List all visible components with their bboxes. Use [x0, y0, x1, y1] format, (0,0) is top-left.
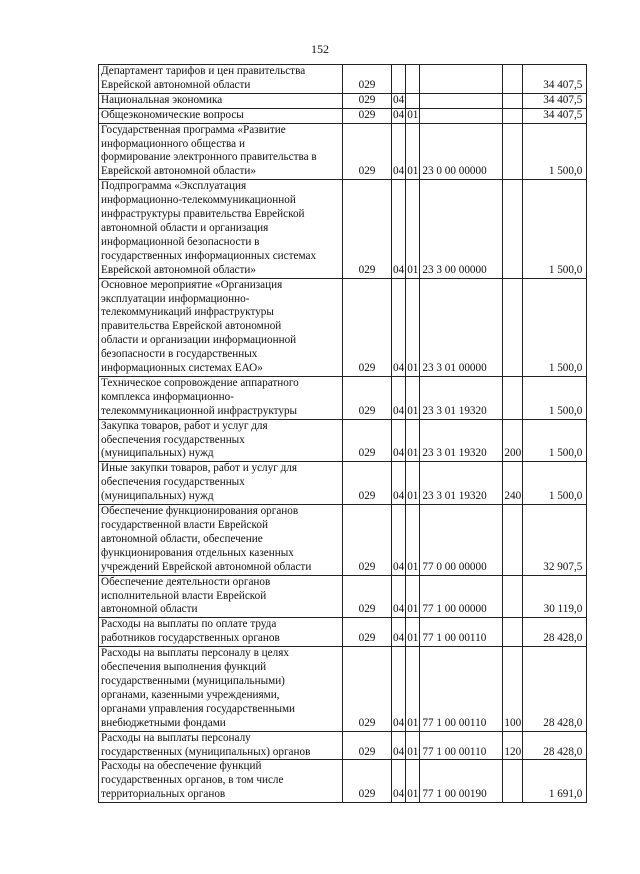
target-article-cell — [420, 93, 503, 108]
admin-code-cell: 029 — [343, 65, 392, 94]
amount-cell: 1 691,0 — [523, 760, 587, 803]
row-name-line: территориальных органов — [101, 788, 226, 801]
row-name-line: Техническое сопровождение аппаратного — [101, 376, 299, 389]
subsection-code-cell: 01 — [406, 419, 420, 462]
table-row — [99, 376, 587, 419]
budget-table — [98, 64, 587, 803]
expense-type-cell: 240 — [503, 462, 523, 505]
subsection-code-cell: 01 — [406, 180, 420, 278]
row-name-line: исполнительной власти Еврейской — [101, 589, 267, 602]
table-row — [99, 65, 587, 94]
subsection-code-cell: 01 — [406, 376, 420, 419]
row-name-cell — [99, 93, 343, 108]
row-name-cell — [99, 65, 343, 94]
row-name-line: автономной области — [101, 603, 198, 616]
target-article-cell: 77 1 00 00190 — [420, 760, 503, 803]
section-code-cell: 04 — [392, 575, 406, 618]
row-name-line: Расходы на выплаты по оплате труда — [101, 618, 277, 631]
row-name-line: Обеспечение функционирования органов — [101, 505, 299, 518]
row-name-line: комплекса информационно- — [101, 390, 234, 403]
subsection-code-cell: 01 — [406, 462, 420, 505]
table-row — [99, 180, 587, 278]
table-row — [99, 108, 587, 123]
expense-type-cell: 200 — [503, 419, 523, 462]
row-name-line: Департамент тарифов и цен правительства — [101, 65, 306, 77]
expense-type-cell: 100 — [503, 647, 523, 731]
expense-type-cell — [503, 760, 523, 803]
row-name-line: внебюджетными фондами — [101, 716, 226, 729]
row-name-cell — [99, 419, 343, 462]
expense-type-cell — [503, 278, 523, 376]
row-name-line: государственных информационных системах — [101, 249, 317, 262]
row-name-line: информационного общества и — [101, 137, 245, 150]
row-name-line: автономной области, обеспечение — [101, 532, 263, 545]
section-code-cell: 04 — [392, 376, 406, 419]
amount-cell: 32 907,5 — [523, 505, 587, 576]
section-code-cell: 04 — [392, 108, 406, 123]
row-name-line: инфраструктуры правительства Еврейской — [101, 208, 305, 221]
admin-code-cell: 029 — [343, 108, 392, 123]
row-name-line: обеспечения выполнения функций — [101, 661, 267, 674]
table-row — [99, 647, 587, 731]
table-row — [99, 505, 587, 576]
row-name-line: безопасности в государственных — [101, 348, 258, 361]
row-name-line: работников государственных органов — [101, 632, 280, 645]
page-number: 152 — [311, 42, 329, 56]
row-name-cell — [99, 760, 343, 803]
row-name-line: Подпрограмма «Эксплуатация — [101, 180, 247, 193]
amount-cell: 34 407,5 — [523, 93, 587, 108]
row-name-line: Еврейской автономной области» — [101, 263, 256, 276]
table-row — [99, 731, 587, 760]
amount-cell: 1 500,0 — [523, 462, 587, 505]
section-code-cell: 04 — [392, 419, 406, 462]
admin-code-cell: 029 — [343, 618, 392, 647]
admin-code-cell: 029 — [343, 93, 392, 108]
section-code-cell: 04 — [392, 505, 406, 576]
section-code-cell: 04 — [392, 180, 406, 278]
row-name-line: Общеэкономические вопросы — [101, 108, 244, 121]
subsection-code-cell — [406, 93, 420, 108]
row-name-line: телекоммуникационной инфраструктуры — [101, 404, 298, 417]
admin-code-cell: 029 — [343, 731, 392, 760]
amount-cell: 28 428,0 — [523, 731, 587, 760]
row-name-line: автономной области и организация — [101, 221, 269, 234]
row-name-line: Расходы на выплаты персоналу — [101, 731, 251, 744]
admin-code-cell: 029 — [343, 376, 392, 419]
table-row — [99, 618, 587, 647]
subsection-code-cell: 01 — [406, 108, 420, 123]
row-name-line: государственными (муниципальными) — [101, 674, 285, 687]
subsection-code-cell: 01 — [406, 505, 420, 576]
row-name-line: правительства Еврейской автономной — [101, 320, 282, 333]
amount-cell: 1 500,0 — [523, 180, 587, 278]
expense-type-cell — [503, 93, 523, 108]
section-code-cell: 04 — [392, 647, 406, 731]
table-row — [99, 419, 587, 462]
row-name-line: Еврейской автономной области» — [101, 165, 256, 178]
subsection-code-cell — [406, 65, 420, 94]
row-name-line: обеспечения государственных — [101, 433, 245, 446]
admin-code-cell: 029 — [343, 180, 392, 278]
section-code-cell — [392, 65, 406, 94]
row-name-cell — [99, 278, 343, 376]
expense-type-cell — [503, 180, 523, 278]
table-row — [99, 123, 587, 180]
target-article-cell: 77 1 00 00110 — [420, 618, 503, 647]
admin-code-cell: 029 — [343, 505, 392, 576]
row-name-line: государственной власти Еврейской — [101, 519, 268, 531]
row-name-line: государственных (муниципальных) органов — [101, 745, 311, 758]
row-name-line: эксплуатации информационно- — [101, 292, 250, 305]
row-name-cell — [99, 123, 343, 180]
row-name-cell — [99, 376, 343, 419]
target-article-cell: 77 0 00 00000 — [420, 505, 503, 576]
amount-cell: 1 500,0 — [523, 123, 587, 180]
target-article-cell: 77 1 00 00110 — [420, 731, 503, 760]
table-row — [99, 575, 587, 618]
subsection-code-cell: 01 — [406, 123, 420, 180]
row-name-line: телекоммуникаций инфраструктуры — [101, 306, 274, 319]
amount-cell: 28 428,0 — [523, 618, 587, 647]
admin-code-cell: 029 — [343, 419, 392, 462]
row-name-line: обеспечения государственных — [101, 476, 245, 489]
row-name-line: Национальная экономика — [101, 93, 223, 106]
row-name-line: Обеспечение деятельности органов — [101, 575, 271, 588]
row-name-line: Государственная программа «Развитие — [101, 123, 286, 136]
target-article-cell: 23 3 01 19320 — [420, 376, 503, 419]
target-article-cell: 23 3 01 00000 — [420, 278, 503, 376]
subsection-code-cell: 01 — [406, 731, 420, 760]
row-name-line: области и организации информационной — [101, 334, 297, 347]
admin-code-cell: 029 — [343, 575, 392, 618]
expense-type-cell — [503, 123, 523, 180]
amount-cell: 1 500,0 — [523, 278, 587, 376]
table-row — [99, 462, 587, 505]
row-name-line: (муниципальных) нужд — [101, 447, 214, 460]
row-name-line: (муниципальных) нужд — [101, 490, 214, 503]
row-name-line: Расходы на обеспечение функций — [101, 760, 262, 773]
admin-code-cell: 029 — [343, 760, 392, 803]
subsection-code-cell: 01 — [406, 760, 420, 803]
row-name-cell — [99, 462, 343, 505]
row-name-line: информационной безопасности в — [101, 235, 260, 248]
row-name-line: Еврейской автономной области — [101, 78, 251, 91]
table-row — [99, 93, 587, 108]
target-article-cell: 23 3 01 19320 — [420, 419, 503, 462]
section-code-cell: 04 — [392, 618, 406, 647]
amount-cell: 34 407,5 — [523, 65, 587, 94]
target-article-cell: 23 0 00 00000 — [420, 123, 503, 180]
expense-type-cell — [503, 65, 523, 94]
row-name-cell — [99, 647, 343, 731]
row-name-line: функционирования отдельных казенных — [101, 546, 294, 559]
target-article-cell — [420, 108, 503, 123]
admin-code-cell: 029 — [343, 278, 392, 376]
target-article-cell: 77 1 00 00110 — [420, 647, 503, 731]
amount-cell: 34 407,5 — [523, 108, 587, 123]
row-name-line: информационных системах ЕАО» — [101, 362, 263, 375]
budget-table-body — [99, 65, 587, 803]
amount-cell: 30 119,0 — [523, 575, 587, 618]
amount-cell: 1 500,0 — [523, 419, 587, 462]
row-name-line: Основное мероприятие «Организация — [101, 278, 283, 291]
amount-cell: 1 500,0 — [523, 376, 587, 419]
section-code-cell: 04 — [392, 731, 406, 760]
subsection-code-cell: 01 — [406, 618, 420, 647]
row-name-line: Расходы на выплаты персоналу в целях — [101, 647, 289, 660]
section-code-cell: 04 — [392, 93, 406, 108]
row-name-cell — [99, 108, 343, 123]
expense-type-cell — [503, 108, 523, 123]
row-name-cell — [99, 505, 343, 576]
section-code-cell: 04 — [392, 123, 406, 180]
section-code-cell: 04 — [392, 462, 406, 505]
row-name-line: государственных органов, в том числе — [101, 774, 284, 787]
section-code-cell: 04 — [392, 760, 406, 803]
table-row — [99, 760, 587, 803]
row-name-cell — [99, 618, 343, 647]
amount-cell: 28 428,0 — [523, 647, 587, 731]
row-name-cell — [99, 180, 343, 278]
target-article-cell: 23 3 00 00000 — [420, 180, 503, 278]
admin-code-cell: 029 — [343, 462, 392, 505]
admin-code-cell: 029 — [343, 647, 392, 731]
target-article-cell — [420, 65, 503, 94]
row-name-line: формирование электронного правительства в — [101, 151, 317, 164]
expense-type-cell — [503, 505, 523, 576]
subsection-code-cell: 01 — [406, 278, 420, 376]
target-article-cell: 77 1 00 00000 — [420, 575, 503, 618]
row-name-line: Иные закупки товаров, работ и услуг для — [101, 462, 298, 475]
row-name-cell — [99, 575, 343, 618]
row-name-line: информационно-телекоммуникационной — [101, 194, 296, 207]
expense-type-cell — [503, 575, 523, 618]
expense-type-cell — [503, 618, 523, 647]
expense-type-cell — [503, 376, 523, 419]
target-article-cell: 23 3 01 19320 — [420, 462, 503, 505]
subsection-code-cell: 01 — [406, 575, 420, 618]
row-name-line: органами управления государственными — [101, 702, 296, 715]
expense-type-cell: 120 — [503, 731, 523, 760]
section-code-cell: 04 — [392, 278, 406, 376]
admin-code-cell: 029 — [343, 123, 392, 180]
row-name-cell — [99, 731, 343, 760]
row-name-line: учреждений Еврейской автономной области — [101, 560, 312, 573]
row-name-line: органами, казенными учреждениями, — [101, 688, 280, 701]
table-row — [99, 278, 587, 376]
subsection-code-cell: 01 — [406, 647, 420, 731]
row-name-line: Закупка товаров, работ и услуг для — [101, 419, 268, 432]
